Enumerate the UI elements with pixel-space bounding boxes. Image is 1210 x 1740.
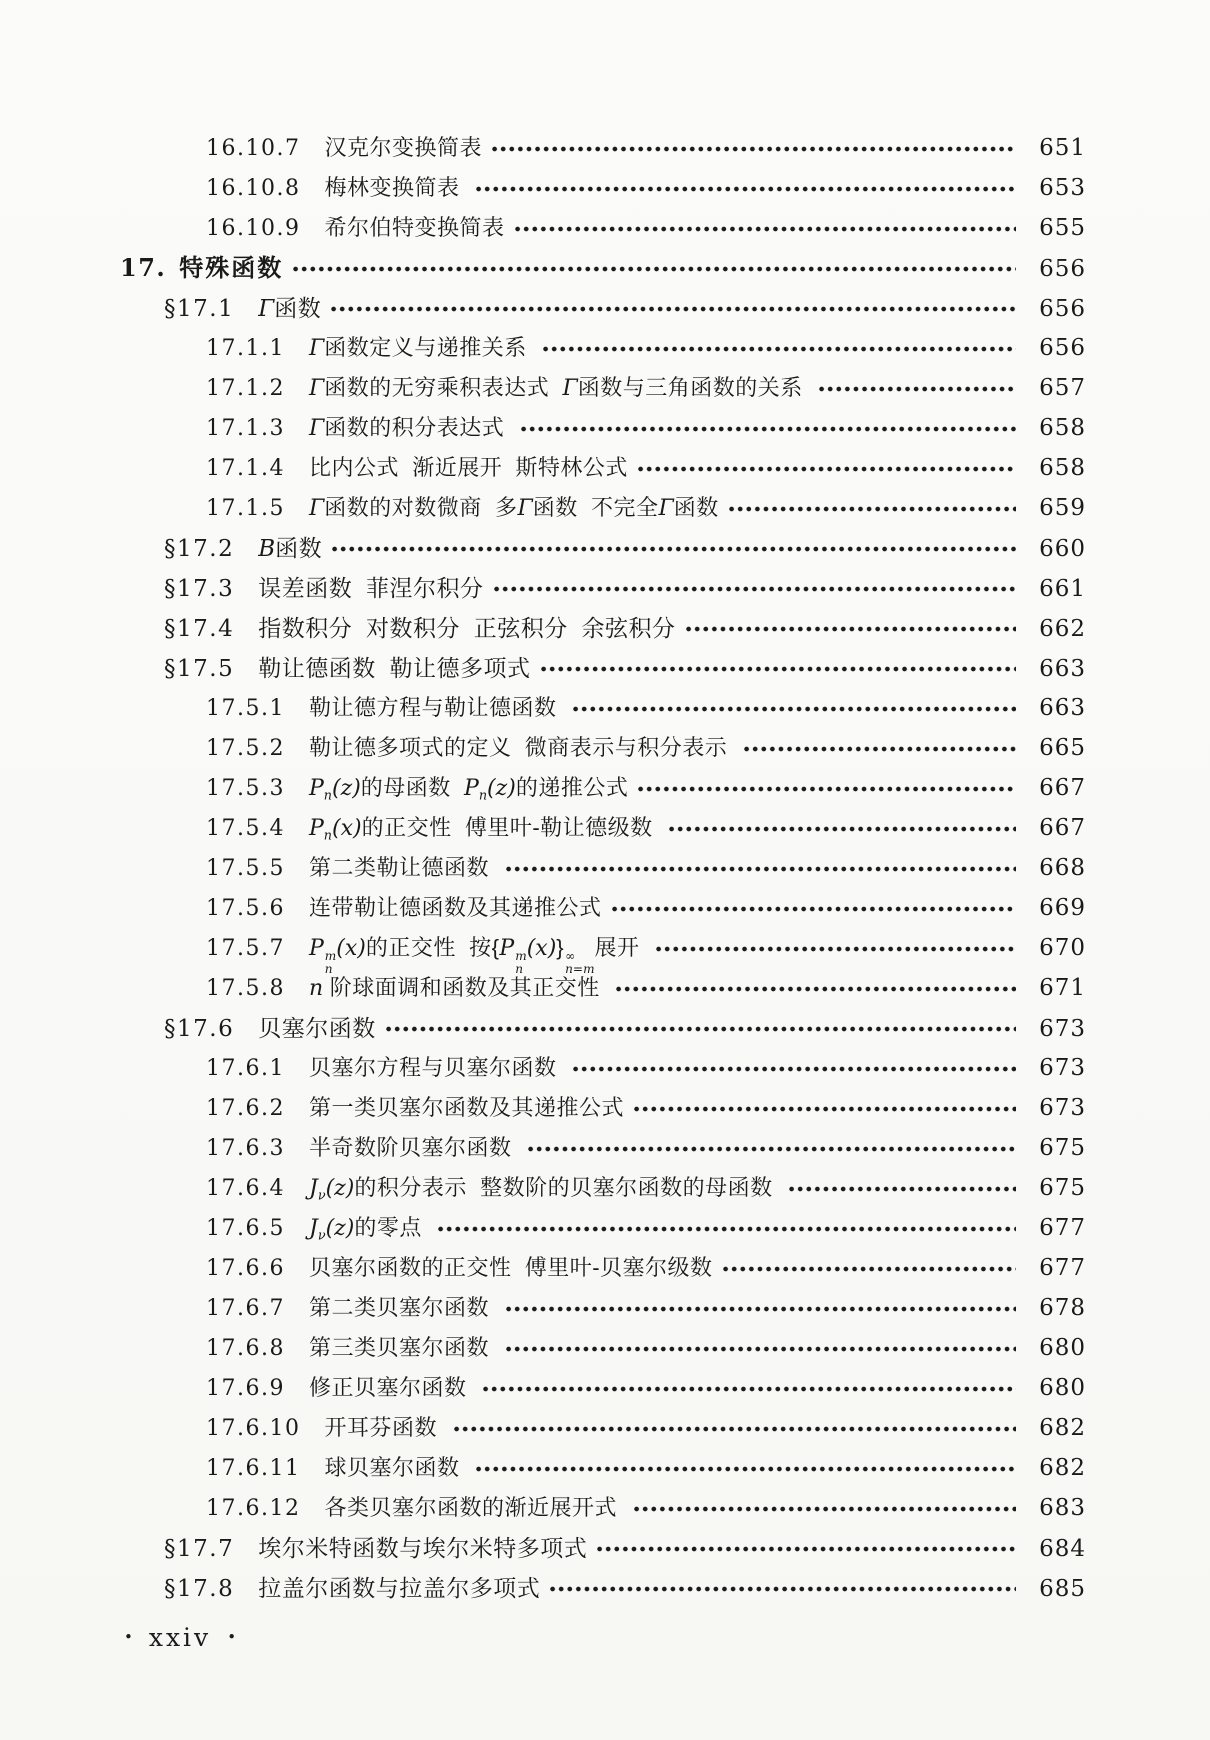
toc-page-number: 677	[1039, 1255, 1086, 1281]
toc-entry-number: 17.6.4	[206, 1176, 285, 1201]
toc-entry-title: 贝塞尔函数	[258, 1015, 376, 1041]
toc-entry	[120, 448, 1086, 488]
toc-entry-number: 16.10.9	[206, 216, 301, 241]
toc-page-number: 673	[1039, 1095, 1086, 1121]
toc-entry	[120, 688, 1086, 728]
dot-leader	[638, 786, 1016, 792]
toc-entry-title: 拉盖尔函数与拉盖尔多项式	[258, 1575, 541, 1601]
toc-entry	[120, 928, 1086, 977]
toc-entry-title: 埃尔米特函数与埃尔米特多项式	[258, 1535, 588, 1561]
toc-page-number: 667	[1039, 815, 1086, 841]
toc-entry	[120, 408, 1086, 448]
toc-entry	[120, 128, 1086, 168]
toc-entry-number: 17.6.7	[206, 1296, 285, 1321]
toc-page-number: 685	[1039, 1576, 1086, 1602]
toc-entry-number: 17.6.1	[206, 1056, 285, 1081]
toc-entry-title: $J_\nu(z)$的积分表示 整数阶的贝塞尔函数的母函数	[308, 1175, 780, 1204]
dot-leader	[789, 1186, 1016, 1192]
toc-page-number: 683	[1039, 1495, 1086, 1521]
toc-entry-title: 贝塞尔方程与贝塞尔函数	[308, 1055, 564, 1080]
dot-leader	[476, 186, 1016, 192]
dot-leader	[686, 626, 1016, 632]
toc-entry-number: 17.6.12	[206, 1496, 301, 1521]
footer-right-bullet: •	[227, 1628, 237, 1646]
toc-page-number: 656	[1039, 256, 1086, 282]
dot-leader	[331, 306, 1016, 312]
toc-entry-title: 勒让德方程与勒让德函数	[308, 695, 564, 720]
toc-entry	[120, 1328, 1086, 1368]
toc-entry	[120, 368, 1086, 408]
dot-leader	[616, 986, 1016, 992]
toc-entry-number: §17.4	[164, 616, 235, 642]
dot-leader	[521, 426, 1016, 432]
toc-entry-number: 17.5.1	[206, 696, 285, 721]
toc-page-number: 671	[1039, 975, 1086, 1001]
toc-entry-title: Γ函数	[258, 295, 322, 322]
toc-entry-title: 指数积分 对数积分 正弦积分 余弦积分	[258, 615, 676, 641]
toc-entry-title: 比内公式 渐近展开 斯特林公式	[308, 455, 628, 480]
toc-entry-number: §17.7	[164, 1536, 235, 1562]
dot-leader	[656, 946, 1016, 952]
toc-entry-number: 17.5.3	[206, 776, 285, 801]
toc-entry-title: $P_n(z)$的母函数 $P_n(z)$的递推公式	[308, 775, 629, 804]
toc-entry-number: 17.1.3	[206, 416, 285, 441]
toc-entry-number: 17.6.11	[206, 1456, 301, 1481]
toc-entry-title: P m n (x)的正交性 按{P m n (x)} ∞ n=m 展开	[308, 935, 647, 977]
toc-entry-title: 特殊函数	[179, 255, 284, 282]
page-footer	[124, 1616, 236, 1658]
toc-entry-number: 17.6.9	[206, 1376, 285, 1401]
toc-page-number: 661	[1039, 576, 1086, 602]
toc-page-number: 678	[1039, 1295, 1086, 1321]
toc-page-number: 655	[1039, 215, 1086, 241]
toc-entry	[120, 848, 1086, 888]
toc-entry-number: 16.10.8	[206, 176, 301, 201]
toc-entry-title: 半奇数阶贝塞尔函数	[308, 1135, 519, 1160]
toc-entry-title: Γ函数的无穷乘积表达式 Γ函数与三角函数的关系	[308, 375, 810, 401]
toc-entry-number: 17.6.5	[206, 1216, 285, 1241]
dot-leader	[634, 1106, 1016, 1112]
toc-entry-number: 16.10.7	[206, 136, 301, 161]
toc-entry-number: §17.8	[164, 1576, 235, 1602]
toc-entry-title: 第三类贝塞尔函数	[308, 1335, 496, 1360]
toc-entry	[120, 728, 1086, 768]
toc-page-number: 673	[1039, 1016, 1086, 1042]
toc-entry-title: Γ函数定义与递推关系	[308, 335, 534, 361]
toc-entry	[120, 1128, 1086, 1168]
toc-entry	[120, 1088, 1086, 1128]
toc-entry-title: $J_\nu(z)$的零点	[308, 1215, 429, 1244]
toc-entry	[120, 968, 1086, 1008]
toc-entry-title: 误差函数 菲涅尔积分	[258, 575, 484, 601]
toc-page-number: 684	[1039, 1536, 1086, 1562]
toc-entry-number: 17.1.1	[206, 336, 285, 361]
dot-leader	[669, 826, 1016, 832]
toc-entry-title: $P_n(x)$的正交性 傅里叶-勒让德级数	[308, 815, 660, 844]
toc-entry	[120, 1488, 1086, 1528]
toc-page-number: 673	[1039, 1055, 1086, 1081]
dot-leader	[550, 1586, 1016, 1592]
toc-entry-number: 17.5.7	[206, 936, 285, 961]
toc-entry	[120, 528, 1086, 568]
toc-page-number: 668	[1039, 855, 1086, 881]
toc-entry	[120, 608, 1086, 648]
toc-page-number: 658	[1039, 415, 1086, 441]
dot-leader	[612, 906, 1017, 912]
toc-entry	[120, 648, 1086, 688]
toc-page-number: 682	[1039, 1455, 1086, 1481]
toc-entry	[120, 808, 1086, 848]
toc-entry	[120, 1408, 1086, 1448]
toc-entry-title: 各类贝塞尔函数的渐近展开式	[324, 1495, 624, 1520]
footer-left-bullet: •	[124, 1628, 133, 1646]
toc-page-number: 656	[1039, 296, 1086, 322]
toc-page-number: 677	[1039, 1215, 1086, 1241]
toc-page-number: 659	[1039, 495, 1086, 521]
toc-entry-title: 球贝塞尔函数	[324, 1455, 467, 1480]
dot-leader	[819, 386, 1016, 392]
dot-leader	[541, 666, 1017, 672]
toc-entry	[120, 1528, 1086, 1568]
toc-entry	[120, 1168, 1086, 1208]
footer-page-number: xxiv	[148, 1622, 212, 1652]
toc-entry-number: §17.1	[164, 296, 235, 322]
toc-entry-number: 17.1.2	[206, 376, 285, 401]
dot-leader	[597, 1546, 1016, 1552]
toc-page-number: 651	[1039, 135, 1086, 161]
toc-page-number: 653	[1039, 175, 1086, 201]
toc-entry-number: 17.	[120, 253, 167, 282]
toc-entry-title: 汉克尔变换简表	[324, 135, 482, 160]
dot-leader	[638, 466, 1016, 472]
dot-leader	[476, 1466, 1016, 1472]
toc-entry	[120, 248, 1086, 288]
toc-entry-number: 17.1.5	[206, 496, 285, 521]
toc-entry	[120, 768, 1086, 808]
dot-leader	[573, 1066, 1016, 1072]
toc-entry-number: 17.5.2	[206, 736, 285, 761]
toc-entry	[120, 1248, 1086, 1288]
toc-entry-number: 17.6.3	[206, 1136, 285, 1161]
dot-leader	[483, 1386, 1016, 1392]
toc-page-number: 657	[1039, 375, 1086, 401]
dot-leader	[543, 346, 1016, 352]
toc-entry	[120, 888, 1086, 928]
toc-entry-number: 17.6.8	[206, 1336, 285, 1361]
toc-entry-title: Γ函数的积分表达式	[308, 415, 511, 441]
toc-entry-title: 勒让德多项式的定义 微商表示与积分表示	[308, 735, 734, 760]
toc-entry-title: 第一类贝塞尔函数及其递推公式	[308, 1095, 624, 1120]
dot-leader	[573, 706, 1016, 712]
toc-entry-number: §17.2	[164, 536, 235, 562]
toc-entry-number: 17.5.4	[206, 816, 285, 841]
dot-leader	[492, 146, 1016, 152]
toc-page-number: 682	[1039, 1415, 1086, 1441]
dot-leader	[332, 546, 1016, 552]
toc-entry-title: 连带勒让德函数及其递推公式	[308, 895, 602, 920]
toc-entry-title: 贝塞尔函数的正交性 傅里叶-贝塞尔级数	[308, 1255, 713, 1280]
dot-leader	[506, 1306, 1016, 1312]
toc-entry	[120, 1048, 1086, 1088]
toc-page-number: 675	[1039, 1175, 1086, 1201]
toc-page-number: 669	[1039, 895, 1086, 921]
toc-entry-number: 17.5.6	[206, 896, 285, 921]
dot-leader	[744, 746, 1016, 752]
toc-page-number: 680	[1039, 1335, 1086, 1361]
toc-entry	[120, 168, 1086, 208]
toc-entry	[120, 328, 1086, 368]
toc-entry-number: §17.6	[164, 1016, 235, 1042]
toc-entry-title: 希尔伯特变换简表	[324, 215, 505, 240]
toc-entry-number: 17.6.10	[206, 1416, 301, 1441]
toc-entry	[120, 568, 1086, 608]
toc-entry	[120, 1568, 1086, 1608]
table-of-contents	[120, 128, 1086, 1608]
toc-page-number: 660	[1039, 536, 1086, 562]
dot-leader	[494, 586, 1017, 592]
dot-leader	[528, 1146, 1016, 1152]
toc-entry-number: 17.1.4	[206, 456, 285, 481]
dot-leader	[386, 1026, 1016, 1032]
dot-leader	[506, 1346, 1016, 1352]
toc-entry-number: §17.3	[164, 576, 235, 602]
toc-entry-number: 17.6.2	[206, 1096, 285, 1121]
toc-page-number: 667	[1039, 775, 1086, 801]
toc-entry-title: 第二类勒让德函数	[308, 855, 496, 880]
dot-leader	[729, 506, 1016, 512]
dot-leader	[723, 1266, 1016, 1272]
toc-page-number: 675	[1039, 1135, 1086, 1161]
toc-entry-number: 17.5.5	[206, 856, 285, 881]
toc-page-number: 658	[1039, 455, 1086, 481]
dot-leader	[293, 266, 1016, 272]
toc-page-number: 680	[1039, 1375, 1086, 1401]
toc-page-number: 663	[1039, 656, 1086, 682]
dot-leader	[634, 1506, 1016, 1512]
toc-entry-title: 勒让德函数 勒让德多项式	[258, 655, 531, 681]
dot-leader	[515, 226, 1017, 232]
toc-entry-number: 17.5.8	[206, 976, 285, 1001]
toc-entry	[120, 1368, 1086, 1408]
toc-entry	[120, 1448, 1086, 1488]
toc-page-number: 663	[1039, 695, 1086, 721]
dot-leader	[454, 1426, 1016, 1432]
toc-entry-title: 修正贝塞尔函数	[308, 1375, 474, 1400]
toc-entry	[120, 1288, 1086, 1328]
toc-entry	[120, 488, 1086, 528]
toc-entry	[120, 208, 1086, 248]
toc-page-number: 662	[1039, 616, 1086, 642]
toc-page-number: 670	[1039, 935, 1086, 961]
toc-entry	[120, 1008, 1086, 1048]
toc-entry-title: 梅林变换简表	[324, 175, 467, 200]
toc-entry	[120, 288, 1086, 328]
toc-entry-title: B函数	[258, 535, 323, 562]
toc-entry-title: n 阶球面调和函数及其正交性	[308, 975, 607, 1001]
dot-leader	[506, 866, 1016, 872]
toc-entry	[120, 1208, 1086, 1248]
toc-entry-title: 开耳芬函数	[324, 1415, 444, 1440]
dot-leader	[438, 1226, 1016, 1232]
toc-entry-title: 第二类贝塞尔函数	[308, 1295, 496, 1320]
toc-entry-number: 17.6.6	[206, 1256, 285, 1281]
toc-page-number: 665	[1039, 735, 1086, 761]
toc-entry-title: Γ函数的对数微商 多Γ函数 不完全Γ函数	[308, 495, 719, 521]
toc-entry-number: §17.5	[164, 656, 235, 682]
toc-page-number: 656	[1039, 335, 1086, 361]
